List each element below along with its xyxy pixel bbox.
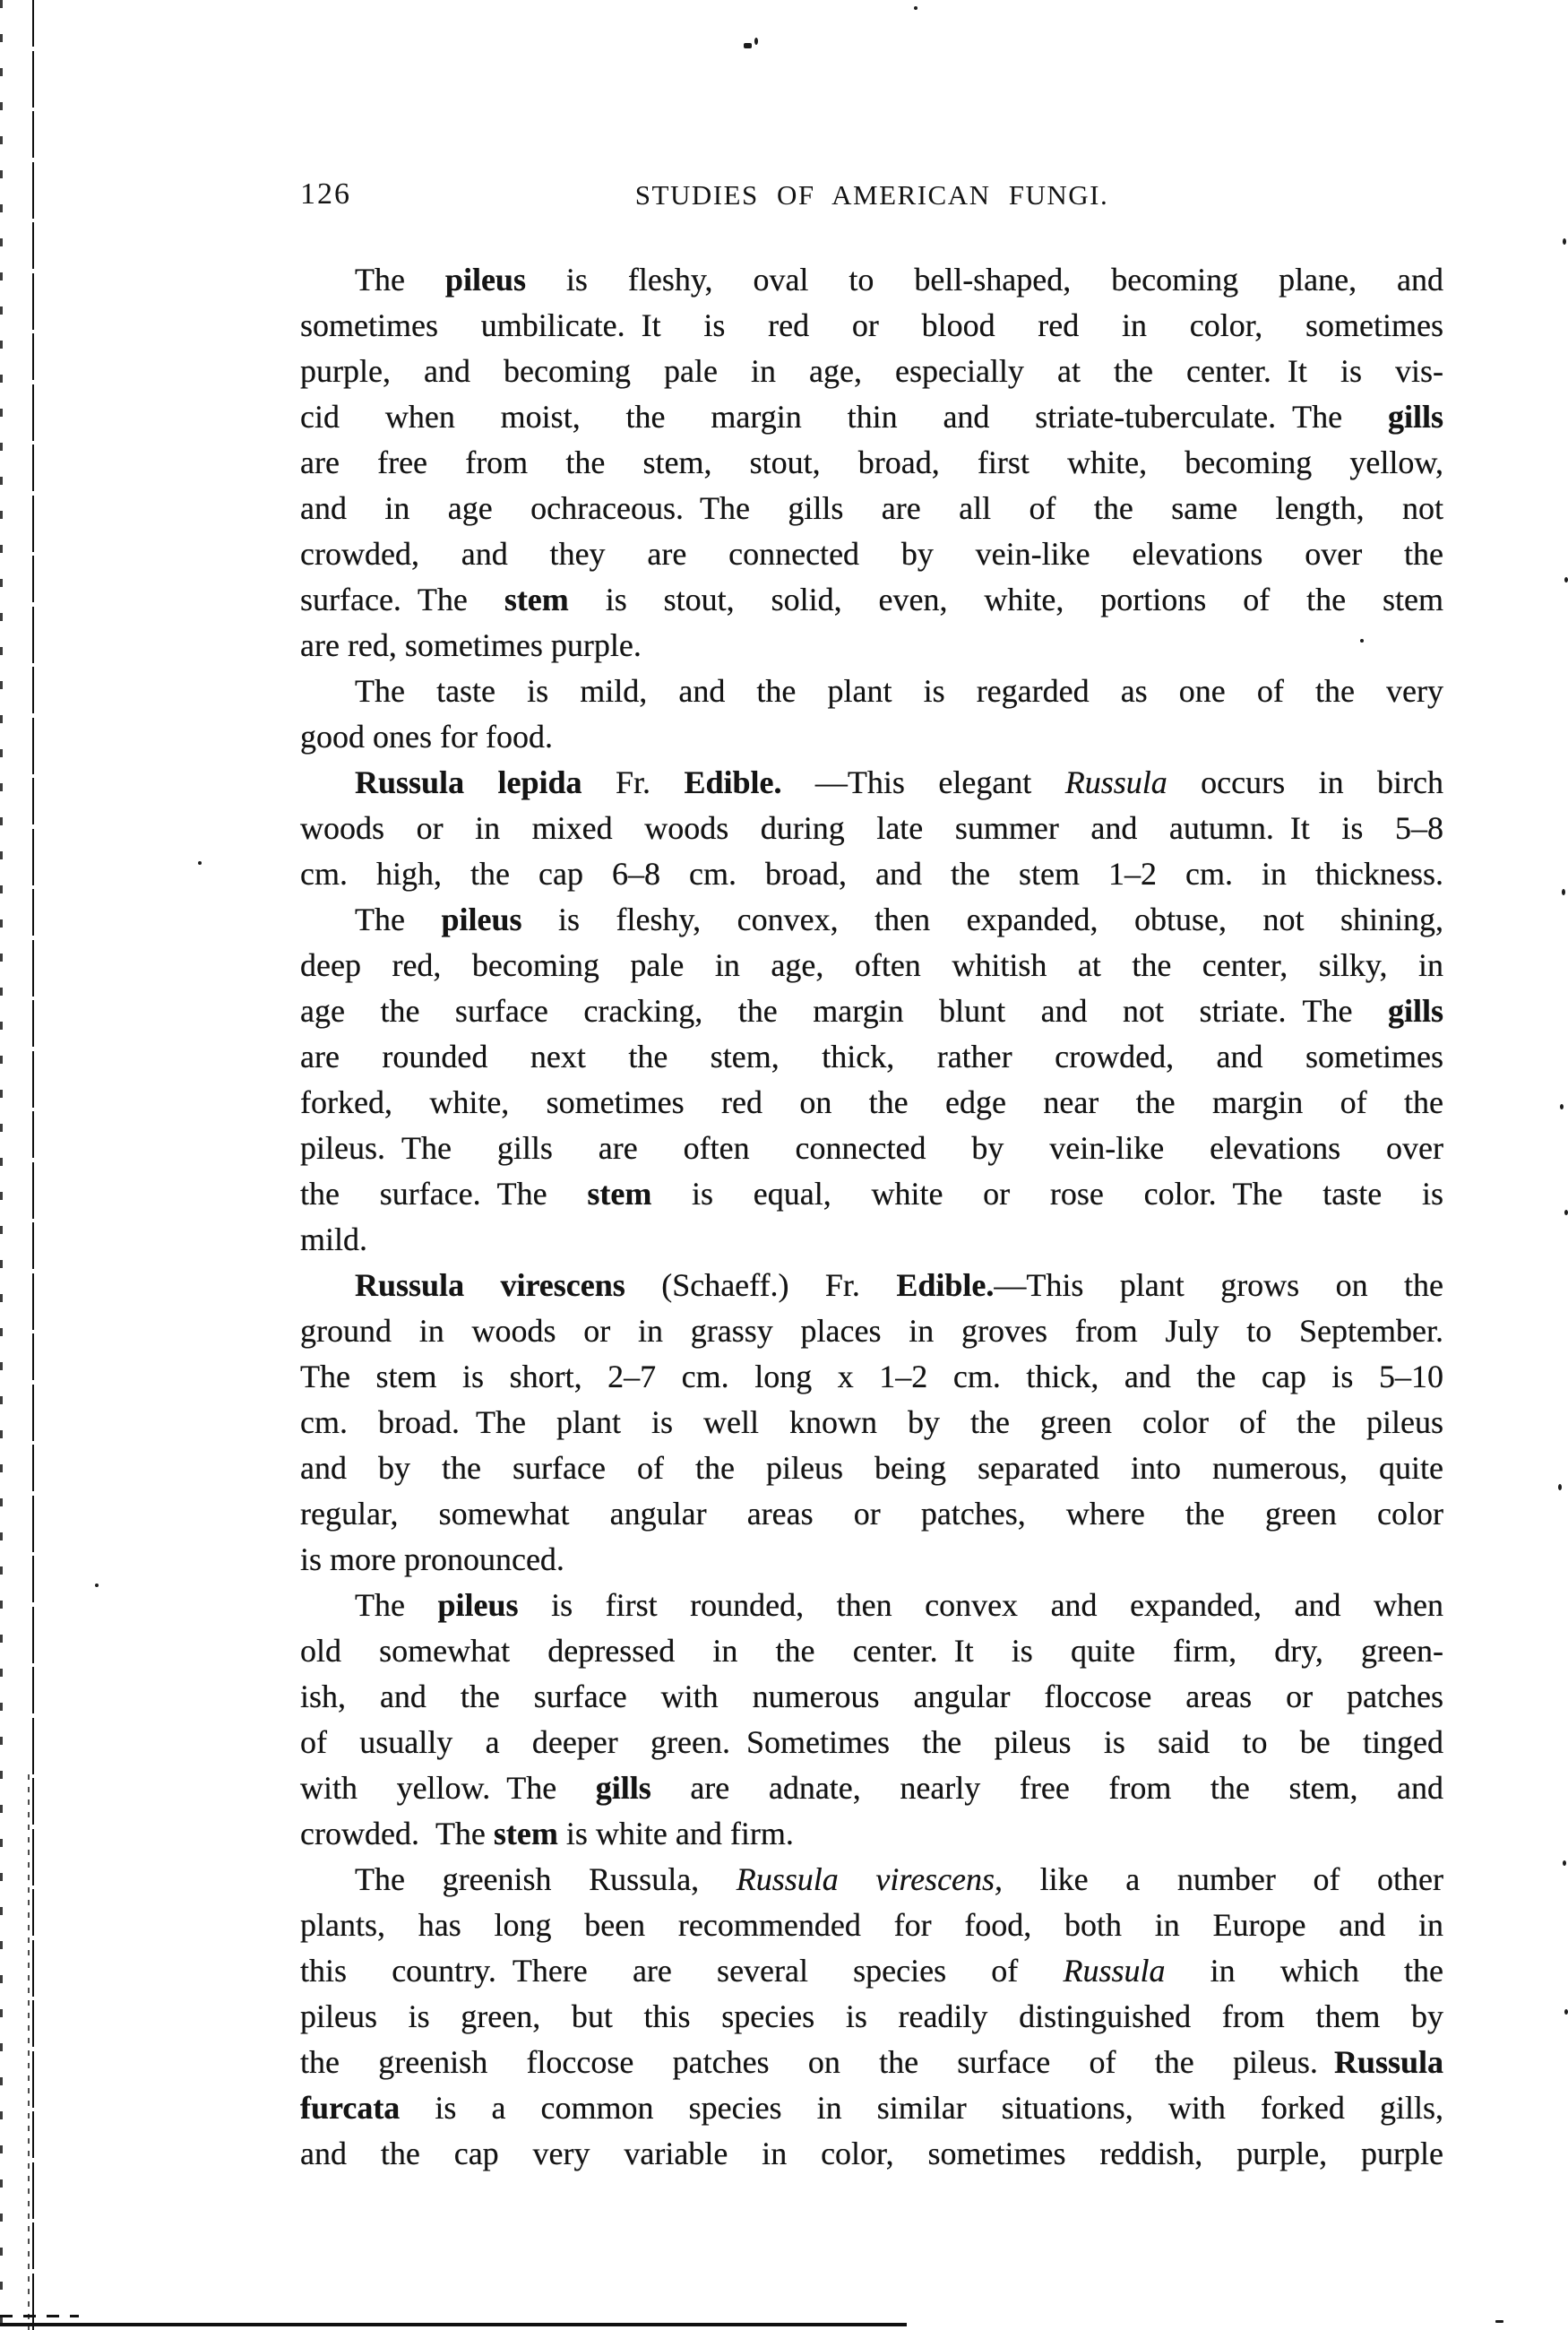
edge-speck bbox=[1495, 2320, 1503, 2323]
edge-speck bbox=[1564, 1210, 1568, 1215]
text-line: furcata is a common species in similar situations, with forked gills, bbox=[300, 2090, 1443, 2126]
edge-speck bbox=[1564, 2009, 1568, 2015]
body-text bbox=[300, 257, 1443, 2177]
text-line: are free from the stem, stout, broad, first white, becoming yellow, bbox=[300, 444, 1443, 480]
text-line: purple, and becoming pale in age, especially at the center. It is vis- bbox=[300, 353, 1443, 389]
text-line: mild. bbox=[300, 1221, 368, 1257]
left-outer-edge-line bbox=[0, 0, 3, 2330]
text-line: with yellow. The gills are adnate, nearly free from the stem, and bbox=[300, 1770, 1443, 1806]
paragraph bbox=[300, 760, 1443, 897]
text-line: plants, has long been recommended for food, both in Europe and in bbox=[300, 1907, 1443, 1943]
edge-speck bbox=[1563, 1860, 1566, 1866]
text-line: cm. high, the cap 6–8 cm. broad, and the stem 1–2 cm. in thickness. bbox=[300, 856, 1443, 892]
running-title: STUDIES OF AMERICAN FUNGI. bbox=[634, 179, 1109, 211]
text-line: age the surface cracking, the margin blunt and not striate. The gills bbox=[300, 993, 1443, 1029]
text-line: cm. broad. The plant is well known by the green color of the pileus bbox=[300, 1404, 1443, 1440]
text-line: and in age ochraceous. The gills are all of the same length, not bbox=[300, 490, 1443, 526]
text-line: forked, white, sometimes red on the edge near the margin of the bbox=[300, 1084, 1443, 1120]
text-line: crowded, and they are connected by vein-like elevations over the bbox=[300, 536, 1443, 572]
text-line: Russula virescens (Schaeff.) Fr. Edible.—This plant grows on the bbox=[355, 1267, 1443, 1303]
text-line: surface. The stem is stout, solid, even, white, portions of the stem bbox=[300, 582, 1443, 617]
text-line: The stem is short, 2–7 cm. long x 1–2 cm. thick, and the cap is 5–10 bbox=[300, 1359, 1443, 1394]
text-line: Russula lepida Fr. Edible. —This elegant Russula occurs in birch bbox=[355, 764, 1443, 800]
ink-speck bbox=[754, 38, 758, 45]
edge-speck bbox=[1558, 1484, 1562, 1490]
left-inner-edge-line-lower bbox=[28, 1774, 30, 2330]
ink-speck bbox=[198, 861, 202, 865]
text-line: the greenish floccose patches on the surface of the pileus. Russula bbox=[300, 2044, 1443, 2080]
paragraph bbox=[300, 1263, 1443, 1583]
text-line: regular, somewhat angular areas or patches, where the green color bbox=[300, 1496, 1443, 1532]
text-line: The pileus is fleshy, oval to bell-shaped, becoming plane, and bbox=[355, 262, 1443, 298]
page-number: 126 bbox=[300, 177, 351, 211]
text-line: deep red, becoming pale in age, often whitish at the center, silky, in bbox=[300, 947, 1443, 983]
left-inner-edge-line bbox=[32, 0, 34, 2330]
text-line: and by the surface of the pileus being separated into numerous, quite bbox=[300, 1450, 1443, 1486]
text-line: ish, and the surface with numerous angular floccose areas or patches bbox=[300, 1678, 1443, 1714]
edge-speck bbox=[1563, 238, 1566, 245]
text-line: pileus. The gills are often connected by vein-like elevations over bbox=[300, 1130, 1443, 1166]
edge-speck bbox=[1560, 1104, 1564, 1109]
text-line: are rounded next the stem, thick, rather crowded, and sometimes bbox=[300, 1039, 1443, 1074]
ink-speck bbox=[744, 43, 752, 48]
bottom-edge-dashes bbox=[0, 2315, 79, 2317]
paragraph bbox=[300, 669, 1443, 760]
paragraph bbox=[300, 257, 1443, 669]
text-line: sometimes umbilicate. It is red or blood red in color, sometimes bbox=[300, 307, 1443, 343]
text-line: crowded. The stem is white and firm. bbox=[300, 1816, 794, 1851]
text-line: ground in woods or in grassy places in groves from July to September. bbox=[300, 1313, 1443, 1349]
text-line: woods or in mixed woods during late summer and autumn. It is 5–8 bbox=[300, 810, 1443, 846]
bottom-edge-line bbox=[0, 2323, 907, 2326]
text-line: are red, sometimes purple. bbox=[300, 627, 642, 663]
text-line: of usually a deeper green. Sometimes the pileus is said to be tinged bbox=[300, 1724, 1443, 1760]
edge-speck bbox=[1564, 577, 1568, 582]
text-line: The greenish Russula, Russula virescens, like a number of other bbox=[355, 1861, 1444, 1897]
text-line: good ones for food. bbox=[300, 719, 553, 755]
paragraph bbox=[300, 1857, 1443, 2177]
text-line: this country. There are several species of Russula in which the bbox=[300, 1953, 1443, 1989]
text-line: old somewhat depressed in the center. It is quite firm, dry, green- bbox=[300, 1633, 1443, 1669]
text-line: the surface. The stem is equal, white or rose color. The taste is bbox=[300, 1176, 1443, 1212]
text-line: The taste is mild, and the plant is regarded as one of the very bbox=[355, 673, 1443, 709]
paragraph bbox=[300, 897, 1443, 1263]
text-line: The pileus is first rounded, then convex and expanded, and when bbox=[355, 1587, 1444, 1623]
text-line: cid when moist, the margin thin and striate-tuberculate. The gills bbox=[300, 399, 1443, 435]
ink-speck bbox=[914, 6, 918, 10]
text-line: and the cap very variable in color, sometimes reddish, purple, purple bbox=[300, 2136, 1443, 2171]
page-header bbox=[300, 177, 1443, 217]
ink-speck bbox=[95, 1584, 99, 1587]
edge-speck bbox=[1562, 889, 1565, 895]
text-line: is more pronounced. bbox=[300, 1541, 564, 1577]
text-line: pileus is green, but this species is readily distinguished from them by bbox=[300, 1998, 1443, 2034]
text-line: The pileus is fleshy, convex, then expanded, obtuse, not shining, bbox=[355, 902, 1444, 937]
paragraph bbox=[300, 1583, 1443, 1857]
